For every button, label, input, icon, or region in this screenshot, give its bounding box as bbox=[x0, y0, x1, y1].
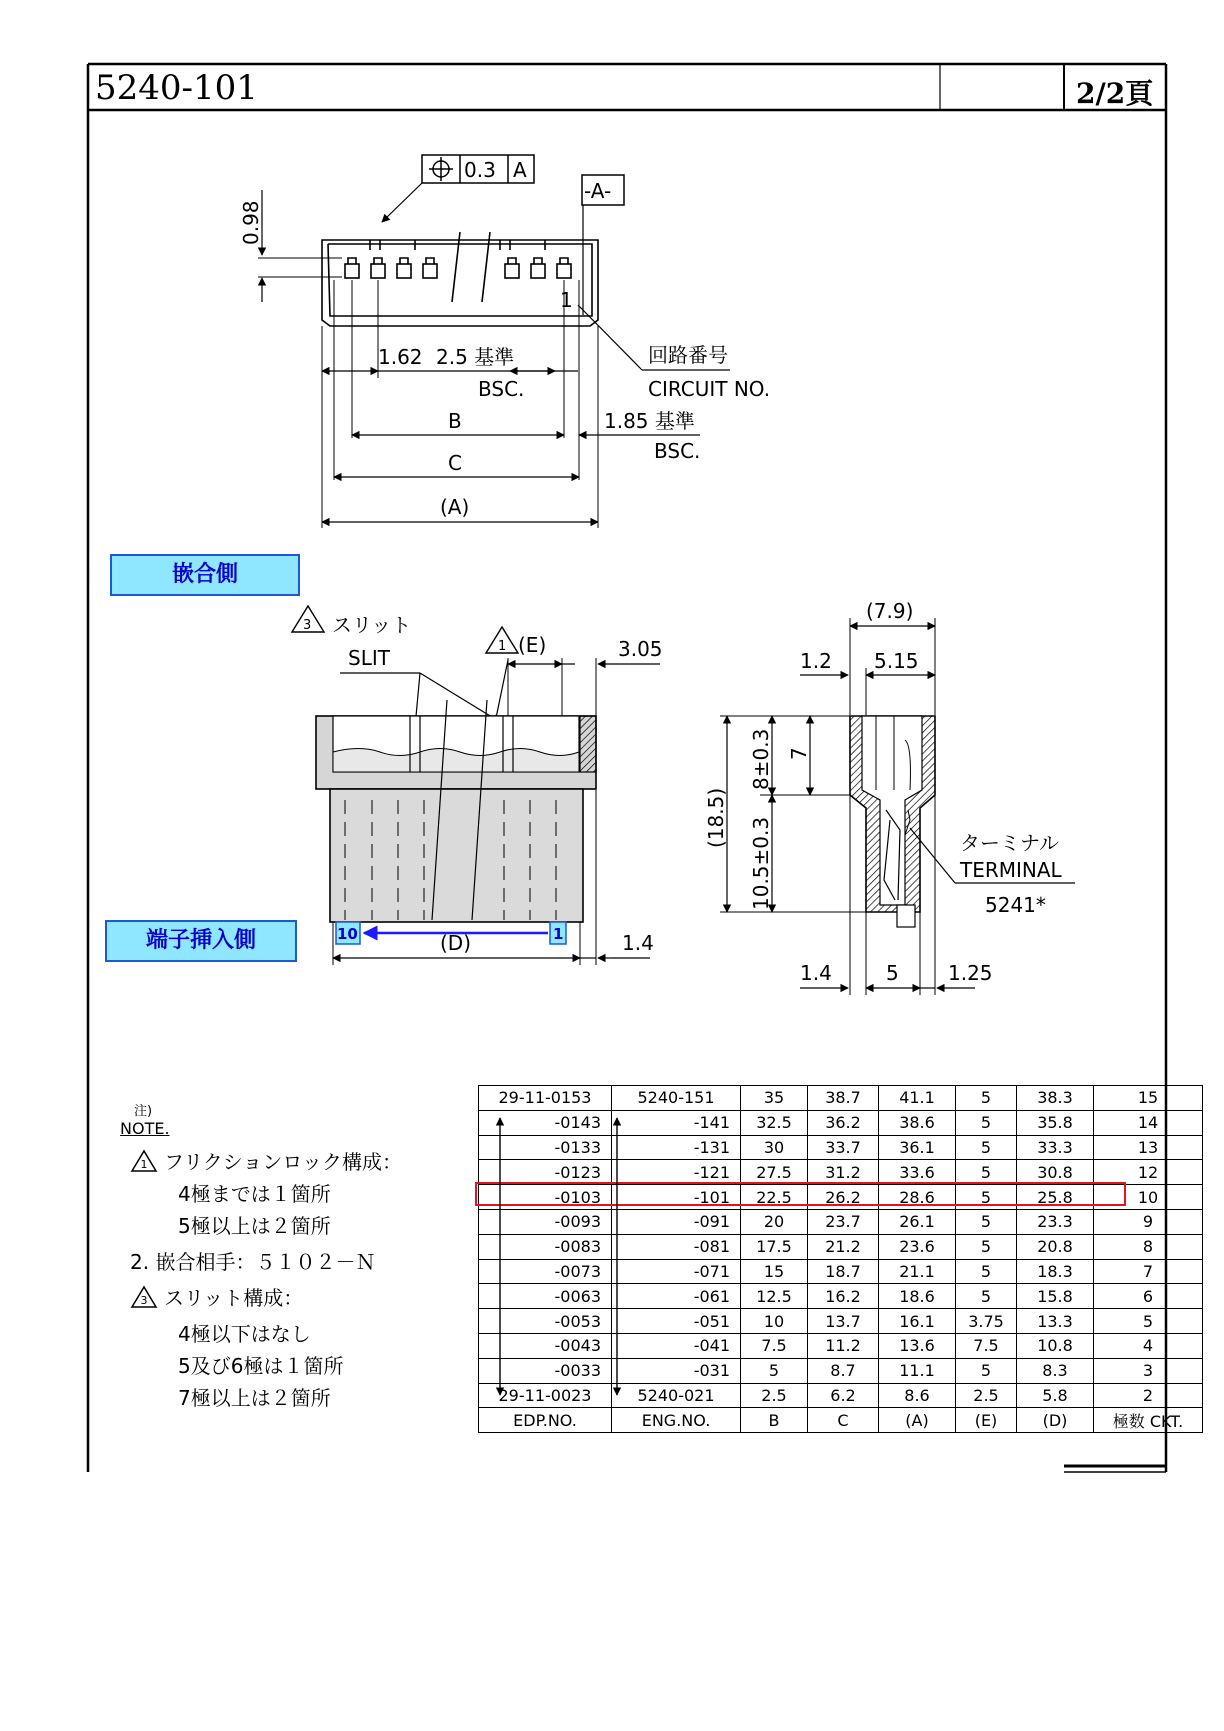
table-cell: 30.8 bbox=[1017, 1160, 1094, 1185]
table-cell: -0073 bbox=[479, 1259, 612, 1284]
note-1: 1 フリクションロック構成： bbox=[120, 1146, 450, 1178]
svg-text:5241*: 5241* bbox=[985, 893, 1046, 917]
note-2: 2. 嵌合相手：５１０２－Ｎ bbox=[130, 1250, 376, 1274]
table-row bbox=[479, 1358, 1203, 1383]
table-row bbox=[479, 1259, 1203, 1284]
table-cell: 15.8 bbox=[1017, 1284, 1094, 1309]
table-cell: 22.5 bbox=[741, 1185, 808, 1210]
table-cell: 36.2 bbox=[808, 1110, 879, 1135]
svg-text:B: B bbox=[448, 409, 462, 433]
warning-triangle-icon bbox=[130, 1285, 158, 1309]
note-3-line-3: 7極以上は２箇所 bbox=[178, 1386, 331, 1410]
table-cell: 5 bbox=[1094, 1309, 1203, 1334]
svg-text:(7.9): (7.9) bbox=[866, 599, 914, 623]
table-cell: 11.1 bbox=[879, 1358, 956, 1383]
note-3-line-2: 5及び6極は１箇所 bbox=[178, 1354, 344, 1378]
table-cell: 35 bbox=[741, 1086, 808, 1111]
table-row bbox=[479, 1309, 1203, 1334]
table-cell: 38.6 bbox=[879, 1110, 956, 1135]
table-cell: 5 bbox=[956, 1086, 1017, 1111]
table-cell: 21.1 bbox=[879, 1259, 956, 1284]
table-cell: 18.7 bbox=[808, 1259, 879, 1284]
table-row bbox=[479, 1185, 1203, 1210]
svg-text:3: 3 bbox=[140, 1294, 148, 1307]
table-header-cell: ENG.NO. bbox=[612, 1408, 741, 1433]
svg-text:回路番号: 回路番号 bbox=[648, 343, 728, 367]
svg-text:5: 5 bbox=[886, 961, 899, 985]
table-cell: 9 bbox=[1094, 1209, 1203, 1234]
svg-text:BSC.: BSC. bbox=[654, 439, 701, 463]
table-cell: 7.5 bbox=[741, 1333, 808, 1358]
table-cell: 5 bbox=[956, 1259, 1017, 1284]
table-cell: -0033 bbox=[479, 1358, 612, 1383]
table-cell: -031 bbox=[612, 1358, 741, 1383]
svg-text:7: 7 bbox=[787, 747, 811, 760]
side-section bbox=[850, 716, 935, 927]
table-cell: -0143 bbox=[479, 1110, 612, 1135]
svg-text:1.4: 1.4 bbox=[622, 931, 654, 955]
svg-text:C: C bbox=[448, 451, 462, 475]
table-cell: 4 bbox=[1094, 1333, 1203, 1358]
table-cell: 3.75 bbox=[956, 1309, 1017, 1334]
table-cell: 33.3 bbox=[1017, 1135, 1094, 1160]
table-cell: 26.2 bbox=[808, 1185, 879, 1210]
svg-text:1.85 基準: 1.85 基準 bbox=[604, 409, 695, 433]
table-cell: 17.5 bbox=[741, 1234, 808, 1259]
svg-text:1: 1 bbox=[498, 639, 507, 654]
svg-text:2.5 基準: 2.5 基準 bbox=[436, 345, 515, 369]
table-cell: 5240-021 bbox=[612, 1383, 741, 1408]
table-header-cell: (A) bbox=[879, 1408, 956, 1433]
svg-text:1: 1 bbox=[140, 1158, 148, 1171]
table-cell: 5.8 bbox=[1017, 1383, 1094, 1408]
table-cell: 12 bbox=[1094, 1160, 1203, 1185]
table-cell: -131 bbox=[612, 1135, 741, 1160]
svg-text:(E): (E) bbox=[518, 633, 547, 657]
svg-text:ターミナル: ターミナル bbox=[960, 831, 1059, 855]
table-cell: 2.5 bbox=[741, 1383, 808, 1408]
table-row bbox=[479, 1135, 1203, 1160]
table-cell: 15 bbox=[1094, 1086, 1203, 1111]
table-cell: -121 bbox=[612, 1160, 741, 1185]
table-row bbox=[479, 1333, 1203, 1358]
svg-text:1.2: 1.2 bbox=[800, 649, 832, 673]
table-cell: 23.3 bbox=[1017, 1209, 1094, 1234]
table-cell: 10 bbox=[741, 1309, 808, 1334]
table-cell: 8 bbox=[1094, 1234, 1203, 1259]
table-cell: -0053 bbox=[479, 1309, 612, 1334]
pin-10-label: 10 bbox=[337, 925, 358, 943]
table-header-cell: C bbox=[808, 1408, 879, 1433]
table-cell: -0093 bbox=[479, 1209, 612, 1234]
table-cell: -081 bbox=[612, 1234, 741, 1259]
table-row bbox=[479, 1110, 1203, 1135]
table-cell: 16.1 bbox=[879, 1309, 956, 1334]
table-header-cell: (D) bbox=[1017, 1408, 1094, 1433]
side-vertical-dims bbox=[704, 716, 866, 912]
tolerance-value: 0.3 bbox=[464, 158, 496, 182]
table-cell: 5 bbox=[956, 1284, 1017, 1309]
svg-text:10.5±0.3: 10.5±0.3 bbox=[749, 816, 773, 910]
table-cell: 29-11-0023 bbox=[479, 1383, 612, 1408]
table-cell: 33.6 bbox=[879, 1160, 956, 1185]
terminal-side-label: 端子挿入側 bbox=[105, 920, 297, 962]
dimension-table bbox=[478, 1085, 1203, 1433]
table-cell: -091 bbox=[612, 1209, 741, 1234]
notes-block bbox=[120, 1100, 450, 1414]
table-cell: -0063 bbox=[479, 1284, 612, 1309]
table-cell: 13 bbox=[1094, 1135, 1203, 1160]
svg-text:TERMINAL: TERMINAL bbox=[960, 858, 1062, 882]
side-top-dims bbox=[800, 599, 935, 715]
table-row bbox=[479, 1160, 1203, 1185]
svg-text:(A): (A) bbox=[440, 495, 470, 519]
note-1-line-1: 4極までは１箇所 bbox=[178, 1182, 331, 1206]
drawing-number: 5240-101 bbox=[95, 68, 258, 108]
table-cell: -0083 bbox=[479, 1234, 612, 1259]
table-cell: 18.3 bbox=[1017, 1259, 1094, 1284]
svg-text:1.62: 1.62 bbox=[378, 345, 423, 369]
table-header-cell: 極数 CKT. bbox=[1094, 1408, 1203, 1433]
mating-side-label: 嵌合側 bbox=[110, 554, 300, 596]
table-cell: 20.8 bbox=[1017, 1234, 1094, 1259]
table-cell: 3 bbox=[1094, 1358, 1203, 1383]
table-row bbox=[479, 1383, 1203, 1408]
svg-text:スリット: スリット bbox=[332, 613, 412, 637]
table-cell: 10.8 bbox=[1017, 1333, 1094, 1358]
table-row bbox=[479, 1086, 1203, 1111]
table-cell: 2 bbox=[1094, 1383, 1203, 1408]
table-cell: 8.6 bbox=[879, 1383, 956, 1408]
table-header-row bbox=[479, 1408, 1203, 1433]
table-cell: 18.6 bbox=[879, 1284, 956, 1309]
table-cell: 38.7 bbox=[808, 1086, 879, 1111]
table-cell: 13.3 bbox=[1017, 1309, 1094, 1334]
svg-text:BSC.: BSC. bbox=[478, 377, 525, 401]
svg-text:3.05: 3.05 bbox=[618, 637, 663, 661]
table-cell: 11.2 bbox=[808, 1333, 879, 1358]
table-cell: 5 bbox=[956, 1234, 1017, 1259]
table-cell: -041 bbox=[612, 1333, 741, 1358]
table-cell: 27.5 bbox=[741, 1160, 808, 1185]
table-row bbox=[479, 1234, 1203, 1259]
notes-title-jp: 注) bbox=[134, 1104, 153, 1119]
table-cell: 5 bbox=[741, 1358, 808, 1383]
table-cell: 23.7 bbox=[808, 1209, 879, 1234]
table-cell: -101 bbox=[612, 1185, 741, 1210]
table-cell: -0103 bbox=[479, 1185, 612, 1210]
table-cell: 13.7 bbox=[808, 1309, 879, 1334]
table-cell: 12.5 bbox=[741, 1284, 808, 1309]
table-header-cell: B bbox=[741, 1408, 808, 1433]
table-cell: -0043 bbox=[479, 1333, 612, 1358]
table-cell: 14 bbox=[1094, 1110, 1203, 1135]
svg-text:3: 3 bbox=[303, 618, 312, 633]
table-cell: 33.7 bbox=[808, 1135, 879, 1160]
table-cell: 2.5 bbox=[956, 1383, 1017, 1408]
svg-text:CIRCUIT NO.: CIRCUIT NO. bbox=[648, 377, 771, 401]
table-cell: 8.7 bbox=[808, 1358, 879, 1383]
table-header-cell: EDP.NO. bbox=[479, 1408, 612, 1433]
svg-text:(D): (D) bbox=[440, 931, 472, 955]
pin-1-label: 1 bbox=[553, 925, 564, 943]
table-cell: 31.2 bbox=[808, 1160, 879, 1185]
table-cell: 8.3 bbox=[1017, 1358, 1094, 1383]
table-cell: 5 bbox=[956, 1160, 1017, 1185]
notes-title-en: NOTE. bbox=[120, 1119, 170, 1138]
table-cell: -061 bbox=[612, 1284, 741, 1309]
table-cell: 5 bbox=[956, 1185, 1017, 1210]
table-row bbox=[479, 1209, 1203, 1234]
table-cell: 5 bbox=[956, 1135, 1017, 1160]
warning-triangle-icon bbox=[130, 1149, 158, 1173]
table-cell: 29-11-0153 bbox=[479, 1086, 612, 1111]
svg-text:SLIT: SLIT bbox=[348, 646, 390, 670]
table-cell: 13.6 bbox=[879, 1333, 956, 1358]
svg-text:5.15: 5.15 bbox=[874, 649, 919, 673]
table-cell: 6 bbox=[1094, 1284, 1203, 1309]
svg-text:0.98: 0.98 bbox=[239, 200, 263, 245]
page-number: 2/2頁 bbox=[1076, 77, 1154, 110]
table-cell: 30 bbox=[741, 1135, 808, 1160]
svg-text:-A-: -A- bbox=[584, 179, 612, 203]
table-cell: 35.8 bbox=[1017, 1110, 1094, 1135]
table-cell: 38.3 bbox=[1017, 1086, 1094, 1111]
table-cell: 10 bbox=[1094, 1185, 1203, 1210]
table-cell: -0123 bbox=[479, 1160, 612, 1185]
table-cell: 5 bbox=[956, 1110, 1017, 1135]
table-cell: 36.1 bbox=[879, 1135, 956, 1160]
svg-text:(18.5): (18.5) bbox=[704, 787, 728, 848]
table-cell: 7 bbox=[1094, 1259, 1203, 1284]
table-cell: 32.5 bbox=[741, 1110, 808, 1135]
table-cell: 7.5 bbox=[956, 1333, 1017, 1358]
note-1-line-2: 5極以上は２箇所 bbox=[178, 1214, 331, 1238]
table-cell: 20 bbox=[741, 1209, 808, 1234]
svg-text:1.4: 1.4 bbox=[800, 961, 832, 985]
table-cell: 6.2 bbox=[808, 1383, 879, 1408]
table-cell: 28.6 bbox=[879, 1185, 956, 1210]
table-cell: 5240-151 bbox=[612, 1086, 741, 1111]
table-cell: -0133 bbox=[479, 1135, 612, 1160]
svg-text:8±0.3: 8±0.3 bbox=[749, 728, 773, 790]
table-cell: 23.6 bbox=[879, 1234, 956, 1259]
table-cell: 5 bbox=[956, 1209, 1017, 1234]
note-3: 3 スリット構成： bbox=[120, 1282, 450, 1314]
pin-one-mark: 1 bbox=[560, 288, 573, 312]
table-cell: 21.2 bbox=[808, 1234, 879, 1259]
table-cell: -141 bbox=[612, 1110, 741, 1135]
table-cell: -071 bbox=[612, 1259, 741, 1284]
svg-text:1.25: 1.25 bbox=[948, 961, 993, 985]
table-cell: -051 bbox=[612, 1309, 741, 1334]
table-header-cell: (E) bbox=[956, 1408, 1017, 1433]
table-cell: 26.1 bbox=[879, 1209, 956, 1234]
table-cell: 5 bbox=[956, 1358, 1017, 1383]
table-cell: 41.1 bbox=[879, 1086, 956, 1111]
table-cell: 16.2 bbox=[808, 1284, 879, 1309]
table-cell: 15 bbox=[741, 1259, 808, 1284]
tolerance-datum: A bbox=[513, 158, 527, 182]
note-3-line-1: 4極以下はなし bbox=[178, 1322, 311, 1346]
table-row bbox=[479, 1284, 1203, 1309]
table-cell: 25.8 bbox=[1017, 1185, 1094, 1210]
